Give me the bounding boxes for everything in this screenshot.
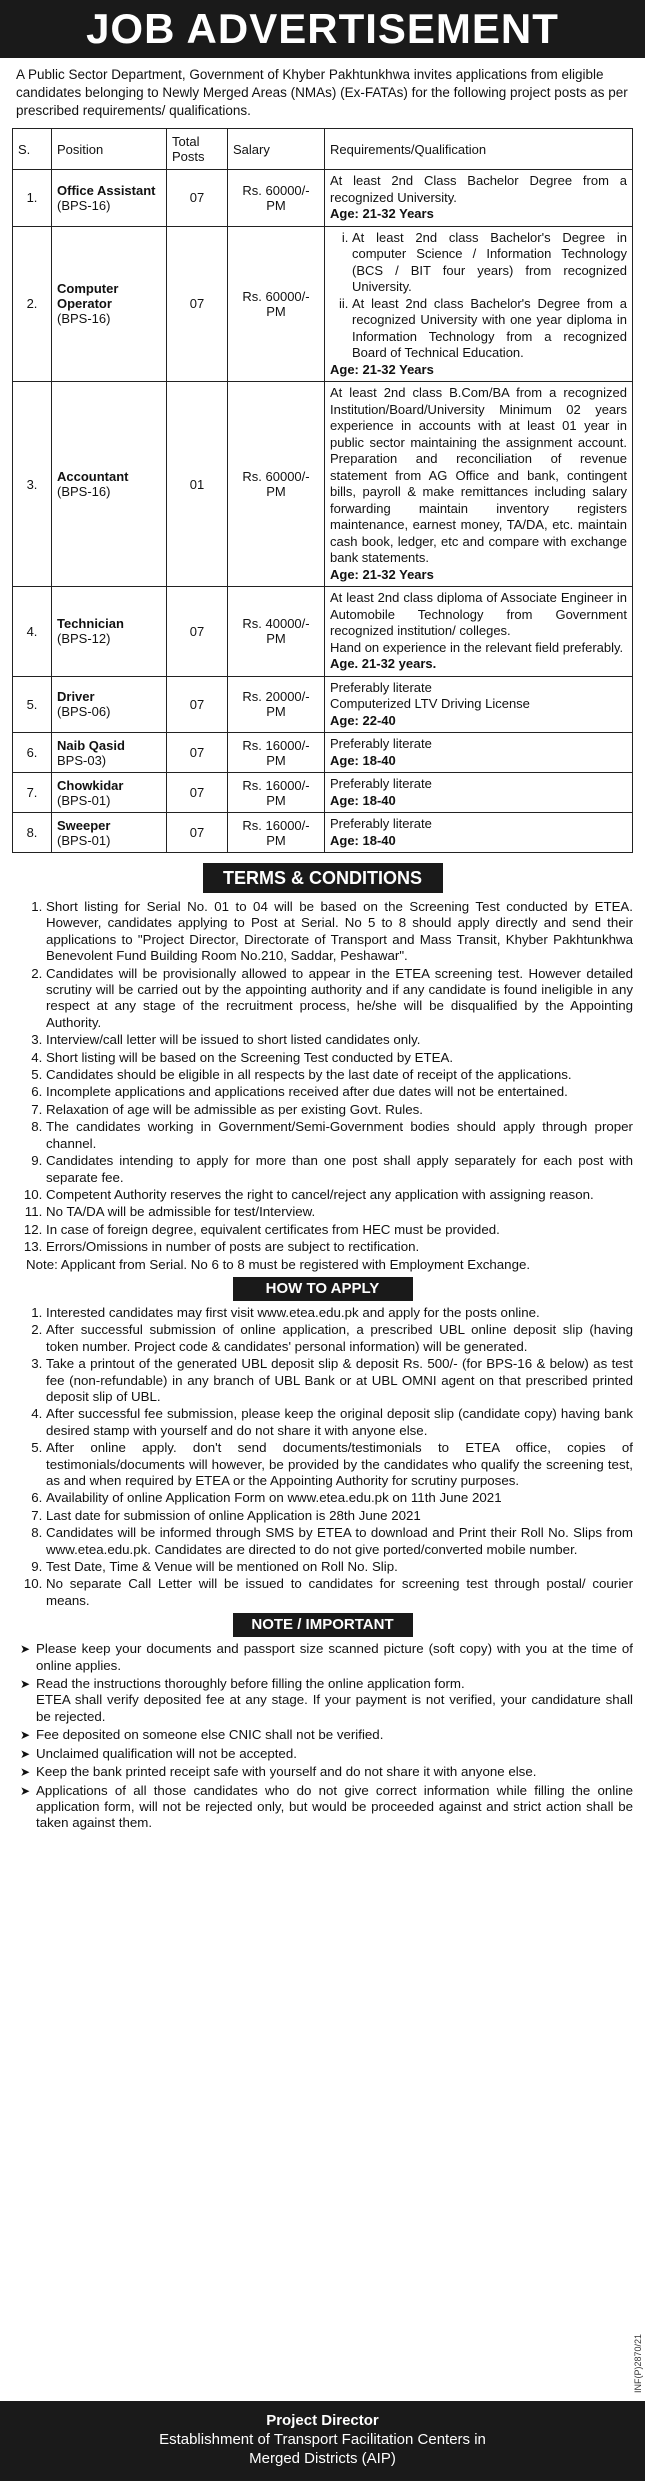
header-position: Position: [52, 129, 167, 170]
list-item: 13. Errors/Omissions in number of posts are subject to rectification.: [46, 1239, 633, 1255]
row-serial: 1.: [13, 170, 52, 227]
arrow-bullet-icon: ➤: [20, 1765, 31, 1780]
list-item: 5. After online apply. don't send documents/testimonials to ETEA office, copies of testimonials/documents will however, be provided by the candidates who qualify the screening test, as and when required by ETEA or the Appointing Authority for scrutiny purposes.: [46, 1440, 633, 1489]
requirement-text: Preferably literate: [330, 679, 432, 695]
header-requirements: Requirements/Qualification: [325, 129, 633, 170]
list-item: 2. After successful submission of online application, a prescribed UBL online deposit slip (having token number. Project code & candidates' personal information) will be generated.: [46, 1322, 633, 1355]
requirement-text: Preferably literate: [330, 816, 432, 831]
row-requirements: [325, 676, 633, 733]
row-requirements: [325, 170, 633, 227]
list-item: 6. Incomplete applications and applications received after due dates will not be entertained.: [46, 1084, 633, 1100]
how-to-apply-list: [12, 1305, 633, 1609]
list-item: ➤ Fee deposited on someone else CNIC shall not be verified.: [20, 1727, 384, 1743]
list-item: ➤ Please keep your documents and passport size scanned picture (soft copy) with you at the time of online applies.: [20, 1641, 633, 1673]
requirement-text: At least 2nd class diploma of Associate Engineer in Automobile Technology from Government recognized institution/ colleges.: [330, 590, 627, 638]
table-row: [13, 587, 633, 677]
list-item: 1. Interested candidates may first visit www.etea.edu.pk and apply for the posts online.: [46, 1305, 633, 1321]
list-item: ➤ Applications of all those candidates who do not give correct information while filling the online application form, will not be rejected only, but would be proceeded against and strict action shall be taken against them.: [20, 1782, 633, 1831]
row-total: 07: [167, 813, 228, 853]
table-row: [13, 813, 633, 853]
list-item: ➤ Keep the bank printed receipt safe with yourself and do not share it with anyone else.: [20, 1764, 537, 1780]
list-item: 9. Test Date, Time & Venue will be mentioned on Roll No. Slip.: [46, 1559, 633, 1575]
list-item: 11. No TA/DA will be admissible for test/Interview.: [46, 1204, 633, 1220]
list-item: 12. In case of foreign degree, equivalent certificates from HEC must be provided.: [46, 1222, 633, 1238]
row-total: 07: [167, 587, 228, 677]
header-salary: Salary: [228, 129, 325, 170]
requirement-text: Computerized LTV Driving License: [330, 696, 530, 711]
row-salary: Rs. 60000/-PM: [228, 170, 325, 227]
requirement-age: Age: 22-40: [330, 712, 396, 728]
page-title: JOB ADVERTISEMENT: [0, 0, 645, 58]
row-serial: 3.: [13, 382, 52, 587]
table-row: [13, 382, 633, 587]
row-position: [52, 733, 167, 773]
position-name: Naib Qasid: [57, 737, 125, 753]
employment-exchange-note: Note: Applicant from Serial. No 6 to 8 must be registered with Employment Exchange.: [26, 1256, 531, 1272]
list-item: 8. Candidates will be informed through SMS by ETEA to download and Print their Roll No. Slips from www.etea.edu.pk. Candidates are directed to do not give ported/converted mobile number.: [46, 1525, 633, 1558]
requirement-text: At least 2nd Class Bachelor Degree from a recognized University.: [330, 173, 627, 205]
header-serial: S.: [13, 129, 52, 170]
position-bps: (BPS-06): [57, 704, 111, 720]
row-salary: Rs. 16000/-PM: [228, 773, 325, 813]
publication-code: INF(P)2870/21: [633, 2333, 643, 2393]
position-bps: (BPS-16): [57, 311, 111, 327]
requirement-text: Preferably literate: [330, 736, 432, 751]
row-total: 07: [167, 170, 228, 227]
row-position: [52, 170, 167, 227]
footer-designation: Project Director: [266, 2412, 379, 2429]
row-position: [52, 226, 167, 382]
position-name: Sweeper: [57, 817, 111, 833]
row-salary: Rs. 16000/-PM: [228, 733, 325, 773]
arrow-bullet-icon: ➤: [20, 1677, 31, 1692]
row-salary: Rs. 20000/-PM: [228, 676, 325, 733]
list-item: 4. Short listing will be based on the Screening Test conducted by ETEA.: [46, 1050, 633, 1066]
requirement-age: Age: 18-40: [330, 792, 396, 808]
footer-signature: [0, 2401, 645, 2481]
list-item: 4. After successful fee submission, please keep the original deposit slip (candidate copy) having bank desired stamp with yourself and do not share it with anyone else.: [46, 1406, 633, 1439]
position-bps: BPS-03): [57, 752, 107, 768]
list-item: 5. Candidates should be eligible in all respects by the last date of receipt of the applications.: [46, 1067, 633, 1083]
list-item: 7. Relaxation of age will be admissible as per existing Govt. Rules.: [46, 1102, 633, 1118]
row-total: 07: [167, 773, 228, 813]
footer-office: Establishment of Transport Facilitation Centers in: [159, 2431, 486, 2448]
table-row: [13, 733, 633, 773]
row-position: [52, 813, 167, 853]
list-item: 3. Take a printout of the generated UBL deposit slip & deposit Rs. 500/- (for BPS-16 & below) as test fee (non-refundable) in any branch of UBL Bank or at UBL OMNI agent on that prescribed printed deposit slip of UBL.: [46, 1356, 633, 1405]
list-item: 7. Last date for submission of online Application is 28th June 2021: [46, 1508, 633, 1524]
header-total-posts: Total Posts: [167, 129, 228, 170]
requirement-age: Age: 18-40: [330, 832, 396, 848]
position-bps: (BPS-16): [57, 197, 111, 213]
row-serial: 6.: [13, 733, 52, 773]
table-header-row: [13, 129, 633, 170]
row-position: [52, 773, 167, 813]
footer-office-location: Merged Districts (AIP): [249, 2450, 396, 2467]
position-bps: (BPS-12): [57, 631, 111, 647]
note-important-list: [12, 1641, 633, 1831]
list-item: 8. The candidates working in Government/Semi-Government bodies should apply through proper channel.: [46, 1119, 633, 1152]
row-serial: 7.: [13, 773, 52, 813]
list-item: ➤ Unclaimed qualification will not be accepted.: [20, 1745, 297, 1761]
requirement-item: ii. At least 2nd class Bachelor's Degree from a recognized University with one year diploma in Information Technology from a recognized Board of Technical Education.: [352, 296, 627, 362]
row-requirements: [325, 587, 633, 677]
row-position: [52, 676, 167, 733]
arrow-bullet-icon: ➤: [20, 1783, 31, 1798]
position-name: Technician: [57, 616, 124, 632]
row-salary: Rs. 40000/-PM: [228, 587, 325, 677]
requirement-item: i. At least 2nd class Bachelor's Degree in computer Science / Information Technology (BCS / BIT four years) from recognized University.: [352, 230, 627, 296]
list-item: 2. Candidates will be provisionally allowed to appear in the ETEA screening test. However detailed scrutiny will be carried out by the appointing authority and if any candidate is found ineligible in any respect at any stage of the recruitment process, he/she will be disqualified by the Appointing Authority.: [46, 966, 633, 1032]
terms-list: [12, 899, 633, 1256]
list-item: 10. Competent Authority reserves the right to cancel/reject any application with assigning reason.: [46, 1187, 633, 1203]
table-row: [13, 226, 633, 382]
row-total: 07: [167, 733, 228, 773]
list-item: 10. No separate Call Letter will be issued to candidates for screening test through postal/ courier means.: [46, 1576, 633, 1609]
row-requirements: [325, 382, 633, 587]
row-serial: 2.: [13, 226, 52, 382]
list-item: 3. Interview/call letter will be issued to short listed candidates only.: [46, 1032, 633, 1048]
etea-verify-line: ETEA shall verify deposited fee at any stage. If your payment is not verified, your candidature shall be rejected.: [36, 1692, 633, 1724]
arrow-bullet-icon: ➤: [20, 1746, 31, 1761]
requirement-age: Age. 21-32 years.: [330, 656, 437, 671]
row-salary: Rs. 16000/-PM: [228, 813, 325, 853]
row-serial: 8.: [13, 813, 52, 853]
list-item: ➤ Read the instructions thoroughly before filling the online application form. ETEA shall verify deposited fee at any stage. If your payment is not verified, your candidature shall be rejected.: [20, 1676, 633, 1724]
note-important-heading: NOTE / IMPORTANT: [233, 1613, 413, 1637]
intro-paragraph: A Public Sector Department, Government of Khyber Pakhtunkhwa invites applications from eligible candidates belonging to Newly Merged Areas (NMAs) (Ex-FATAs) for the following project posts as per prescribed requirements/ qualifications.: [16, 67, 628, 118]
requirement-age: Age: 21-32 Years: [330, 566, 434, 582]
posts-table: [12, 128, 633, 853]
row-position: [52, 382, 167, 587]
terms-heading: TERMS & CONDITIONS: [203, 863, 443, 893]
requirement-age: Age: 21-32 Years: [330, 361, 434, 377]
row-serial: 5.: [13, 676, 52, 733]
position-name: Chowkidar: [57, 777, 124, 793]
position-name: Accountant: [57, 469, 129, 484]
arrow-bullet-icon: ➤: [20, 1642, 31, 1657]
position-name: Computer Operator: [57, 281, 119, 312]
row-requirements: [325, 813, 633, 853]
requirement-text: Preferably literate: [330, 776, 432, 791]
row-salary: Rs. 60000/-PM: [228, 226, 325, 382]
requirement-age: Age: 21-32 Years: [330, 206, 434, 221]
list-item: 6. Availability of online Application Form on www.etea.edu.pk on 11th June 2021: [46, 1490, 633, 1506]
list-item: 9. Candidates intending to apply for more than one post shall apply separately for each post with separate fee.: [46, 1153, 633, 1186]
position-bps: (BPS-16): [57, 484, 111, 499]
how-to-apply-heading: HOW TO APPLY: [233, 1277, 413, 1301]
table-row: [13, 170, 633, 227]
row-total: 07: [167, 676, 228, 733]
position-name: Office Assistant: [57, 182, 156, 198]
row-requirements: [325, 733, 633, 773]
requirement-text: Hand on experience in the relevant field preferably.: [330, 639, 624, 655]
position-name: Driver: [57, 689, 95, 705]
row-position: [52, 587, 167, 677]
position-bps: (BPS-01): [57, 832, 111, 848]
row-salary: Rs. 60000/-PM: [228, 382, 325, 587]
list-item: 1. Short listing for Serial No. 01 to 04 will be based on the Screening Test conducted by ETEA. However, candidates applying to Post at Serial. No 5 to 8 should apply directly and send their applications to "Project Director, Directorate of Transport and Mass Transit, Khyber Pakhtunkhwa Benevolent Fund Building Room No.210, Saddar, Peshawar".: [46, 899, 633, 965]
row-serial: 4.: [13, 587, 52, 677]
requirement-list: [330, 230, 627, 362]
row-requirements: [325, 773, 633, 813]
table-row: [13, 676, 633, 733]
row-total: 01: [167, 382, 228, 587]
row-total: 07: [167, 226, 228, 382]
position-bps: (BPS-01): [57, 792, 111, 808]
requirement-age: Age: 18-40: [330, 752, 396, 768]
row-requirements: [325, 226, 633, 382]
table-row: [13, 773, 633, 813]
arrow-bullet-icon: ➤: [20, 1728, 31, 1743]
requirement-text: At least 2nd class B.Com/BA from a recognized Institution/Board/University Minimum 02 years experience in accounts with at least 01 year in public sector maintaining the assignment account. Preparation and reconciliation of revenue statement from AG Office and bank, contingent bills, payroll & make remittances including salary forwarding maintain inventory registers maintenance, earnest money, TA/DA, etc. maintain cash book, ledger, etc and compare with exchange bank statements.: [330, 385, 627, 565]
